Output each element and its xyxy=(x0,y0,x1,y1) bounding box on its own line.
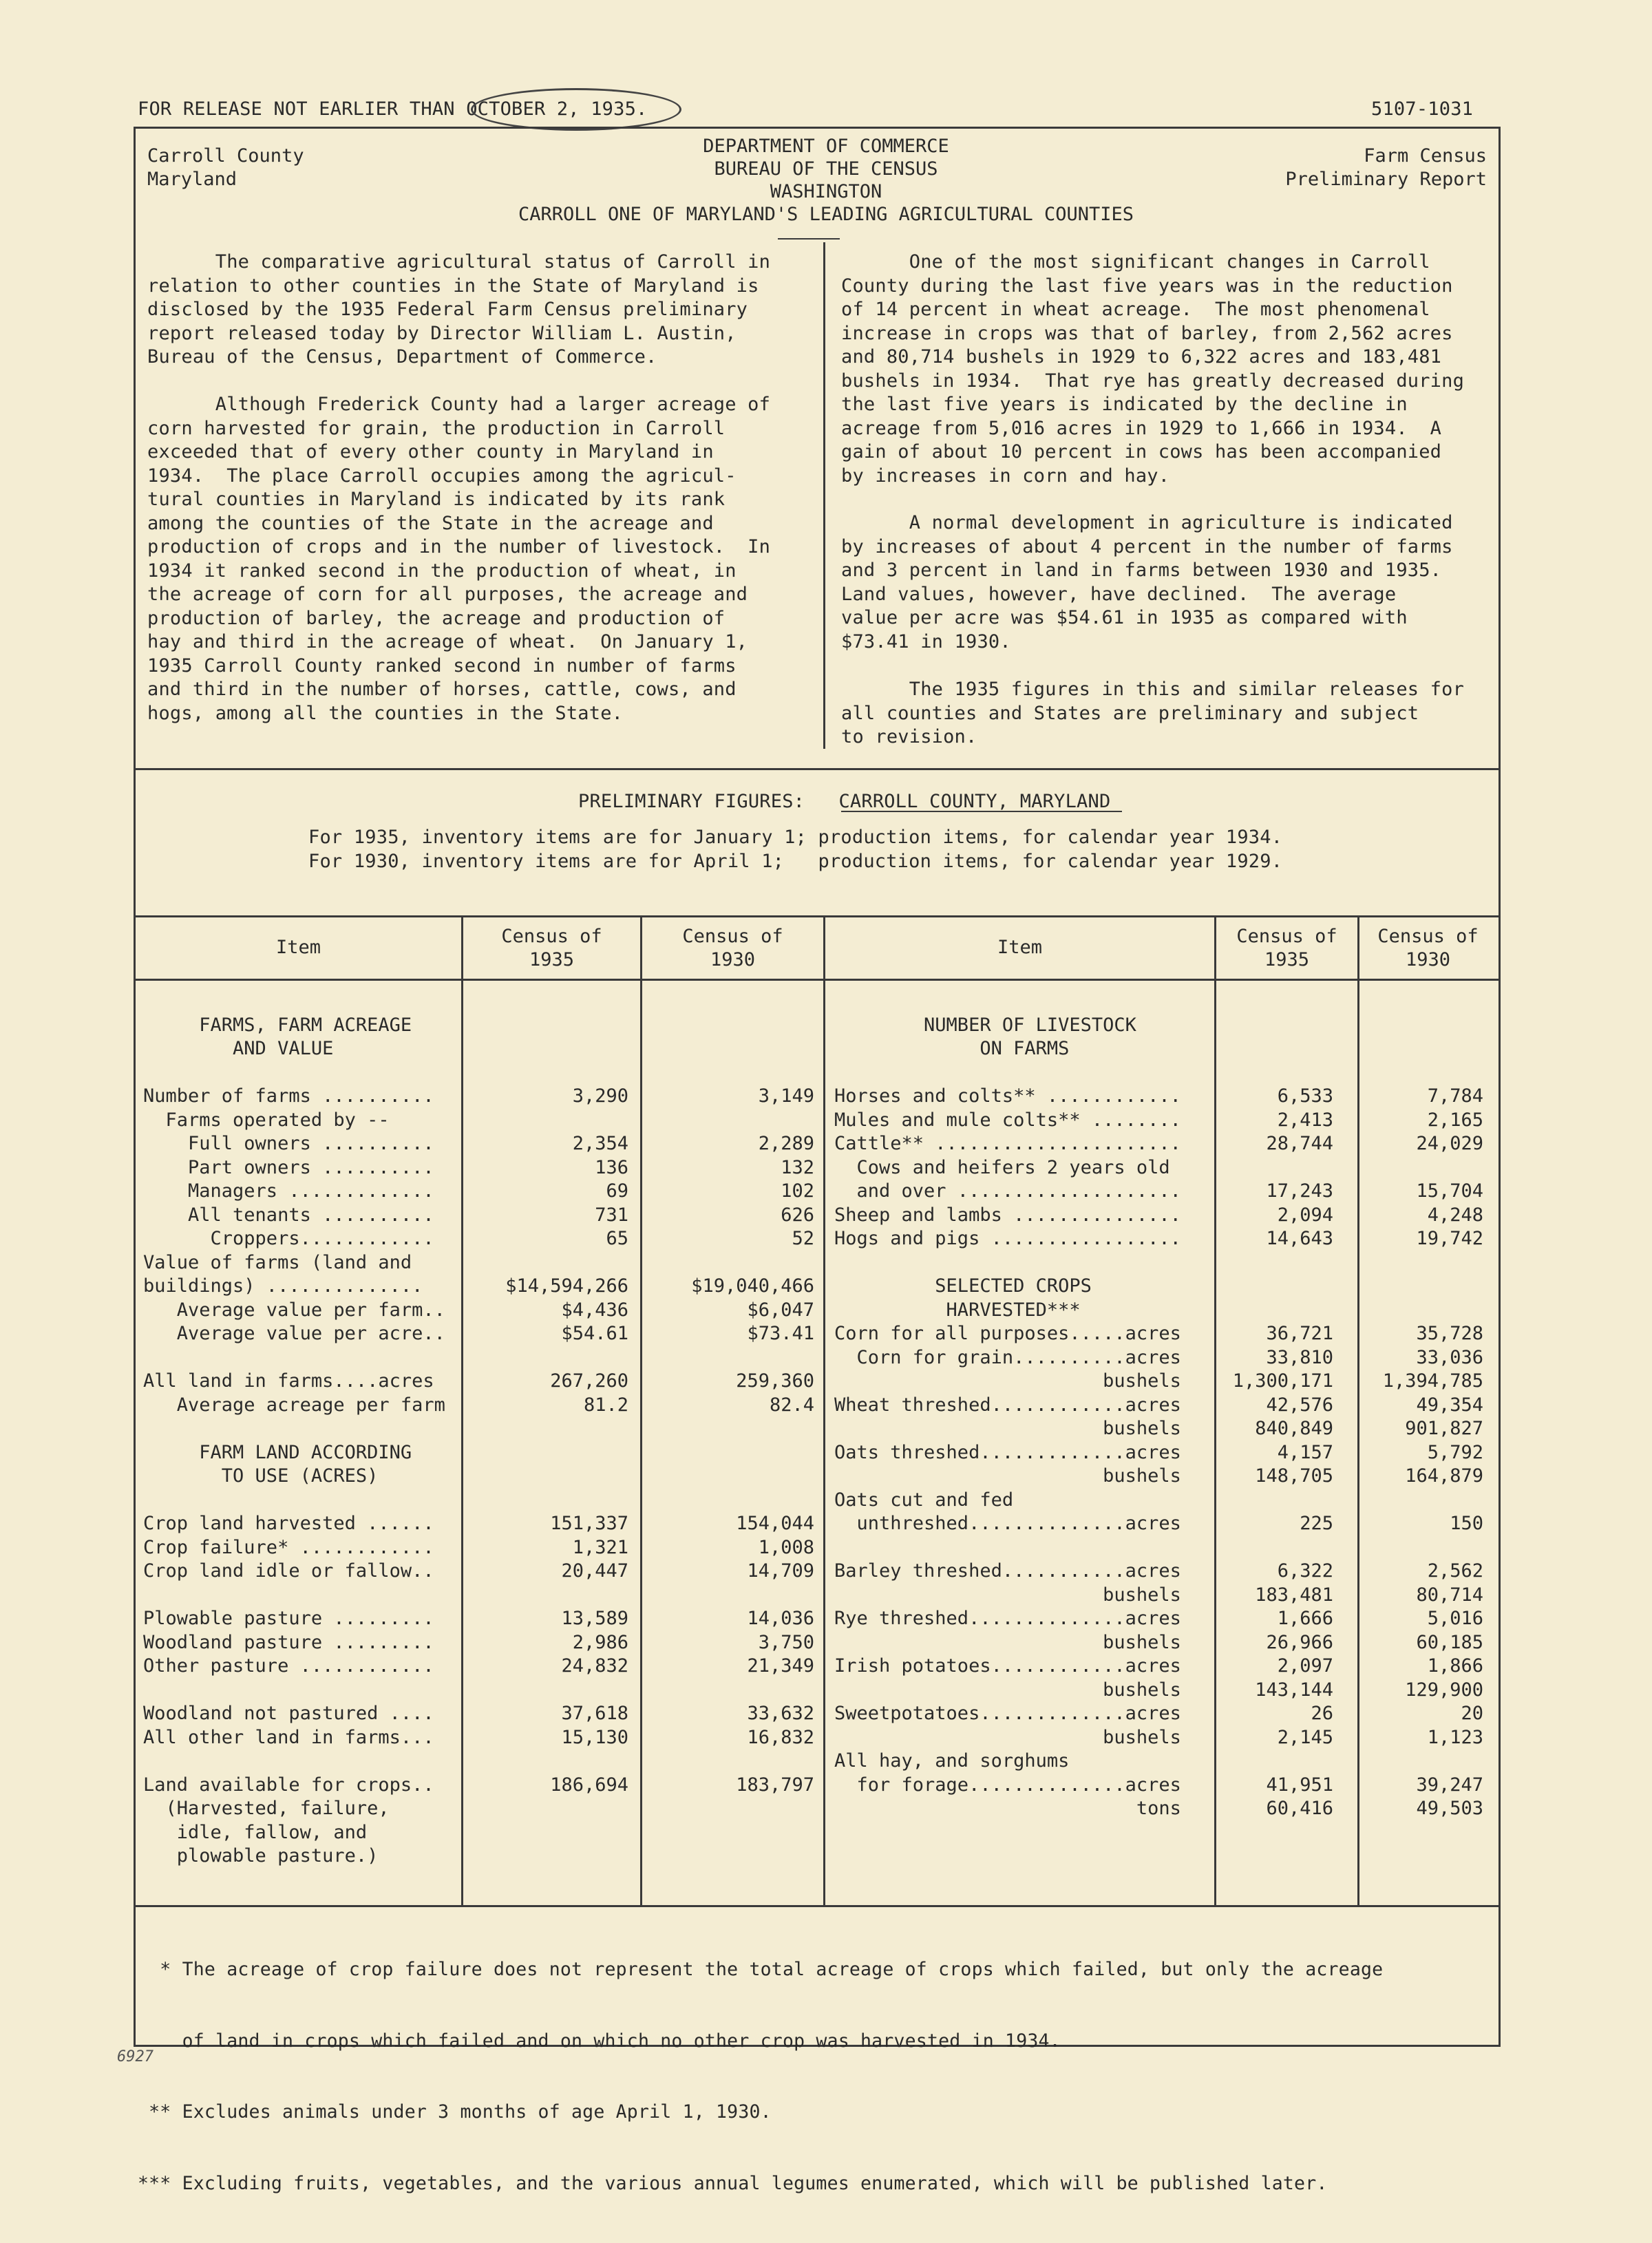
left-table-row-1935 xyxy=(463,1109,628,1133)
left-table-row-1930: 154,044 xyxy=(736,1513,814,1534)
right-table-row-label: Wheat threshed............acres xyxy=(834,1394,1181,1416)
left-table-row-1930 xyxy=(642,1061,814,1085)
corner-mark: 6927 xyxy=(117,2048,153,2065)
right-table-row-1930: 33,036 xyxy=(1416,1346,1483,1368)
left-table-row-1930: 626 xyxy=(781,1204,814,1226)
left-table-row-1930: 52 xyxy=(792,1228,814,1249)
intro-paragraph: The comparative agricultural status of Carroll in relation to other counties in the State of Maryland is disclosed by the 1935 Federal Farm Census preliminary report released today by Director William L. Austin, Bureau of the Census, Department of Commerce. xyxy=(147,251,771,368)
left-table-row-label: All land in farms....acres xyxy=(143,1370,434,1392)
right-table-1930 xyxy=(1359,990,1483,1821)
right-table-row-1935: 840,849 xyxy=(1255,1418,1333,1439)
header-census-1930-right-line2: 1930 xyxy=(1405,949,1451,970)
right-table-row-1935: 4,157 xyxy=(1277,1441,1333,1463)
county-name: Carroll County xyxy=(147,145,304,167)
left-table-row-1930: 102 xyxy=(781,1180,814,1202)
left-table-row-1935: $54.61 xyxy=(561,1323,628,1344)
hand-drawn-circle xyxy=(471,88,681,131)
left-table-row-label xyxy=(143,1346,460,1370)
center-heading xyxy=(406,135,1246,226)
right-table-row-1935 xyxy=(1216,1489,1333,1513)
left-table-row-1935 xyxy=(463,1679,628,1703)
state-name: Maryland xyxy=(147,169,237,190)
right-table-row-label: Oats threshed.............acres xyxy=(834,1441,1181,1463)
right-table-row-1930: 1,866 xyxy=(1427,1655,1483,1677)
right-table-row-1930: 39,247 xyxy=(1416,1774,1483,1796)
header-census-1935-right xyxy=(1216,925,1357,972)
right-table-row-label xyxy=(834,1251,1213,1275)
left-table-row-1935: 3,290 xyxy=(572,1085,628,1107)
header-census-1930-right-line1: Census of xyxy=(1377,926,1479,947)
left-table-row-1935: 65 xyxy=(606,1228,628,1249)
left-table-row-1930 xyxy=(642,1797,814,1821)
right-table-row-1935 xyxy=(1216,1156,1333,1180)
right-table-row-1935: 41,951 xyxy=(1266,1774,1333,1796)
right-table-row-1935 xyxy=(1216,1061,1333,1085)
left-table-row-1930 xyxy=(642,1465,814,1489)
left-table-row-1930: 259,360 xyxy=(736,1370,814,1392)
left-table-row-label: buildings) .............. xyxy=(143,1275,423,1297)
right-table-row-label: HARVESTED*** xyxy=(834,1299,1081,1321)
release-code: 5107-1031 xyxy=(1371,98,1474,120)
right-table-row-1935 xyxy=(1216,1251,1333,1275)
right-table-row-1935: 148,705 xyxy=(1255,1465,1333,1487)
left-table-row-1935: 15,130 xyxy=(561,1726,628,1748)
left-table-row-1935 xyxy=(463,1845,628,1869)
right-table-row-1935: 143,144 xyxy=(1255,1679,1333,1701)
right-table-row-label: bushels xyxy=(834,1370,1181,1392)
left-table-row-1935: 731 xyxy=(595,1204,628,1226)
left-table-row-label: Land available for crops.. xyxy=(143,1774,434,1796)
right-heading xyxy=(1170,145,1487,191)
right-table-row-1935 xyxy=(1216,1299,1333,1323)
right-table-row-1935: 225 xyxy=(1300,1513,1333,1534)
header-census-1930-left xyxy=(642,925,823,972)
left-table-row-label xyxy=(143,1679,460,1703)
left-table-row-1930 xyxy=(642,1821,814,1845)
department-name: DEPARTMENT OF COMMERCE xyxy=(703,136,949,157)
left-table-row-label xyxy=(143,1061,460,1085)
right-table-row-1930: 164,879 xyxy=(1405,1465,1483,1487)
left-table-row-label xyxy=(143,1584,460,1608)
right-table-row-label: tons xyxy=(834,1798,1181,1819)
left-table-row-label: Number of farms .......... xyxy=(143,1085,434,1107)
header-census-1930-right xyxy=(1359,925,1496,972)
right-table-row-1930: 20 xyxy=(1461,1703,1483,1724)
right-table-row-1935: 183,481 xyxy=(1255,1584,1333,1606)
left-table-row-label: Average acreage per farm xyxy=(143,1394,445,1416)
header-census-1930-left-line1: Census of xyxy=(682,926,783,947)
left-table-row-label xyxy=(143,1489,460,1513)
left-table-row-label: Average value per farm.. xyxy=(143,1299,445,1321)
right-table-row-1930: 19,742 xyxy=(1416,1228,1483,1249)
text-column-divider xyxy=(823,242,825,749)
left-table-row-label: Croppers............ xyxy=(143,1228,434,1249)
right-table-row-label: for forage..............acres xyxy=(834,1774,1181,1796)
header-census-1935-left-line2: 1935 xyxy=(529,949,575,970)
right-table-row-1930: 5,016 xyxy=(1427,1608,1483,1629)
left-table-row-1935 xyxy=(463,1417,628,1441)
left-table-row-1930: 3,149 xyxy=(758,1085,814,1107)
left-table-row-1935 xyxy=(463,1251,628,1275)
right-table-row-label: All hay, and sorghums xyxy=(834,1750,1070,1772)
left-table-row-label: Farms operated by -- xyxy=(143,1109,390,1131)
right-table-row-label: bushels xyxy=(834,1465,1181,1487)
section-divider-1 xyxy=(134,768,1499,770)
right-table-row-1935: 60,416 xyxy=(1266,1798,1333,1819)
left-table-row-1935 xyxy=(463,1037,628,1061)
right-table-row-1930: 35,728 xyxy=(1416,1323,1483,1344)
left-table-row-1930 xyxy=(642,1251,814,1275)
left-table-row-1930: 21,349 xyxy=(747,1655,814,1677)
left-table-row-1930: 1,008 xyxy=(758,1536,814,1558)
right-table-row-1930: 49,503 xyxy=(1416,1798,1483,1819)
header-item-right: Item xyxy=(997,937,1043,958)
table-header-rule xyxy=(134,979,1499,981)
left-table-row-label: Woodland not pastured .... xyxy=(143,1703,434,1724)
left-table-row-label: TO USE (ACRES) xyxy=(143,1465,379,1487)
left-table-row-label: Average value per acre.. xyxy=(143,1323,445,1344)
left-table-row-1935: 2,986 xyxy=(572,1631,628,1653)
preliminary-paragraph: The 1935 figures in this and similar releases for all counties and States are preliminary and subject to revision. xyxy=(841,679,1465,747)
right-table-row-1930 xyxy=(1359,1251,1483,1275)
left-table-row-1935: 267,260 xyxy=(550,1370,628,1392)
right-table-row-1935: 42,576 xyxy=(1266,1394,1333,1416)
left-table-row-1935 xyxy=(463,1346,628,1370)
right-table-row-1930 xyxy=(1359,990,1483,1014)
left-table-row-1930: 82.4 xyxy=(769,1394,814,1416)
footnote-crops: *** Excluding fruits, vegetables, and the various annual legumes enumerated, which will be published later. xyxy=(138,2172,1328,2194)
right-table-row-1930: 5,792 xyxy=(1427,1441,1483,1463)
right-table-row-label: SELECTED CROPS xyxy=(834,1275,1092,1297)
left-table-row-1935: 1,321 xyxy=(572,1536,628,1558)
right-table-row-1930: 150 xyxy=(1450,1513,1483,1534)
right-table-row-1935: 17,243 xyxy=(1266,1180,1333,1202)
left-table-row-1935: $14,594,266 xyxy=(505,1275,628,1297)
right-table-row-1935: 6,533 xyxy=(1277,1085,1333,1107)
right-table-row-label: Sweetpotatoes.............acres xyxy=(834,1703,1181,1724)
footnotes xyxy=(138,1911,1383,2243)
right-table-row-1935 xyxy=(1216,1536,1333,1560)
header-census-1935-left-line1: Census of xyxy=(501,926,602,947)
city-name: WASHINGTON xyxy=(770,181,882,202)
left-table-row-1935 xyxy=(463,1465,628,1489)
left-table-row-label: Crop failure* ............ xyxy=(143,1536,434,1558)
right-table-row-label: Cattle** ...................... xyxy=(834,1133,1181,1154)
left-table-row-1930 xyxy=(642,1584,814,1608)
right-table-row-label: Sheep and lambs ............... xyxy=(834,1204,1181,1226)
right-table-row-1930: 901,827 xyxy=(1405,1418,1483,1439)
header-item-left: Item xyxy=(275,937,321,958)
left-table-row-label: plowable pasture.) xyxy=(143,1845,379,1867)
right-table-row-1930 xyxy=(1359,1750,1483,1774)
right-table-row-1935: 26 xyxy=(1311,1703,1333,1724)
right-table-row-1930: 80,714 xyxy=(1416,1584,1483,1606)
left-table-row-1935: 186,694 xyxy=(550,1774,628,1796)
left-table-row-1935: 151,337 xyxy=(550,1513,628,1534)
left-table-row-1935 xyxy=(463,990,628,1014)
title-underline-mark xyxy=(778,238,840,240)
left-table-row-1935 xyxy=(463,1489,628,1513)
table-bottom-rule xyxy=(134,1905,1499,1907)
prelim-note-1930: For 1930, inventory items are for April 1; production items, for calendar year 1929. xyxy=(308,851,1283,872)
prelim-title: PRELIMINARY FIGURES: CARROLL COUNTY, MARYLAND xyxy=(578,791,1111,812)
report-type: Preliminary Report xyxy=(1285,169,1487,190)
left-table-row-label: AND VALUE xyxy=(143,1038,334,1059)
left-table-row-1935: 13,589 xyxy=(561,1608,628,1629)
col-divider-center xyxy=(823,915,825,1905)
left-table-row-label: Crop land harvested ...... xyxy=(143,1513,434,1534)
left-table-row-1935: 37,618 xyxy=(561,1703,628,1724)
ranking-paragraph: Although Frederick County had a larger acreage of corn harvested for grain, the production in Carroll exceeded that of every other county in Maryland in 1934. The place Carroll occupies among the agricul- tural counties in Maryland is indicated by its rank among the counties of the State in the acreage and production of crops and in the number of livestock. In 1934 it ranked second in the production of wheat, in the acreage of corn for all purposes, the acreage and production of barley, the acreage and production of hay and third in the acreage of wheat. On January 1, 1935 Carroll County ranked second in number of farms and third in the number of horses, cattle, cows, and hogs, among all the counties in the State. xyxy=(147,394,771,724)
left-table-row-1935: 20,447 xyxy=(561,1560,628,1582)
left-table-row-1930 xyxy=(642,1014,814,1038)
right-table-row-1930: 1,123 xyxy=(1427,1726,1483,1748)
left-table-row-1930: 132 xyxy=(781,1156,814,1178)
left-heading xyxy=(147,145,304,191)
right-table-row-1930: 15,704 xyxy=(1416,1180,1483,1202)
right-table-row-label: NUMBER OF LIVESTOCK xyxy=(834,1014,1136,1036)
right-table-row-1930: 49,354 xyxy=(1416,1394,1483,1416)
release-line: FOR RELEASE NOT EARLIER THAN OCTOBER 2, 1935. xyxy=(138,98,648,120)
right-table-row-1935: 2,145 xyxy=(1277,1726,1333,1748)
right-table-row-label xyxy=(834,1536,1213,1560)
left-table-row-1935: 24,832 xyxy=(561,1655,628,1677)
prelim-note-1935: For 1935, inventory items are for January 1; production items, for calendar year 1934. xyxy=(308,827,1283,848)
right-table-row-1935: 1,666 xyxy=(1277,1608,1333,1629)
left-table-row-label: Crop land idle or fallow.. xyxy=(143,1560,434,1582)
prelim-title-underline xyxy=(841,811,1122,812)
right-table-row-1935: 2,413 xyxy=(1277,1109,1333,1131)
right-table-row-label: and over .................... xyxy=(834,1180,1181,1202)
left-table-labels xyxy=(143,990,460,1869)
right-table-row-1930: 129,900 xyxy=(1405,1679,1483,1701)
right-table-row-label: bushels xyxy=(834,1726,1181,1748)
right-table-row-label: ON FARMS xyxy=(834,1038,1070,1059)
right-table-row-label: Corn for all purposes.....acres xyxy=(834,1323,1181,1344)
right-table-row-label: unthreshed..............acres xyxy=(834,1513,1181,1534)
left-table-row-label: (Harvested, failure, xyxy=(143,1798,390,1819)
right-table-row-label xyxy=(834,1061,1213,1085)
right-table-row-label: Hogs and pigs ................. xyxy=(834,1228,1181,1249)
right-table-row-1930: 60,185 xyxy=(1416,1631,1483,1653)
left-table-row-1930: 183,797 xyxy=(736,1774,814,1796)
left-table-row-label: Other pasture ............ xyxy=(143,1655,434,1677)
right-table-row-1935: 1,300,171 xyxy=(1232,1370,1333,1392)
right-table-row-1935: 33,810 xyxy=(1266,1346,1333,1368)
right-table-row-1930: 2,562 xyxy=(1427,1560,1483,1582)
right-table-1935 xyxy=(1216,990,1333,1821)
right-table-row-1930 xyxy=(1359,1536,1483,1560)
right-table-row-1935 xyxy=(1216,990,1333,1014)
right-table-row-1930 xyxy=(1359,1489,1483,1513)
right-table-row-label xyxy=(834,990,1213,1014)
left-table-row-1930 xyxy=(642,1489,814,1513)
right-table-row-1930 xyxy=(1359,1275,1483,1299)
right-table-row-label: Oats cut and fed xyxy=(834,1489,1014,1511)
right-table-row-1935 xyxy=(1216,1037,1333,1061)
footnote-crop-failure-1: * The acreage of crop failure does not represent the total acreage of crops which failed, but only the acreage xyxy=(138,1959,1384,1980)
left-table-row-1935: 2,354 xyxy=(572,1133,628,1154)
right-table-row-1935: 28,744 xyxy=(1266,1133,1333,1154)
report-series: Farm Census xyxy=(1364,145,1487,167)
left-table-row-label: Part owners .......... xyxy=(143,1156,434,1178)
left-table-1930 xyxy=(642,990,814,1869)
left-table-row-1930 xyxy=(642,1417,814,1441)
left-table-row-1935: $4,436 xyxy=(561,1299,628,1321)
left-table-row-1930 xyxy=(642,1441,814,1465)
right-table-row-1935: 36,721 xyxy=(1266,1323,1333,1344)
left-table-row-1930: 33,632 xyxy=(747,1703,814,1724)
right-table-row-1930: 1,394,785 xyxy=(1382,1370,1483,1392)
right-table-row-label: Cows and heifers 2 years old xyxy=(834,1156,1170,1178)
left-table-row-1930 xyxy=(642,990,814,1014)
left-table-row-1930: 2,289 xyxy=(758,1133,814,1154)
left-table-row-1930 xyxy=(642,1750,814,1774)
left-table-row-label: idle, fallow, and xyxy=(143,1821,368,1843)
right-table-row-1930 xyxy=(1359,1037,1483,1061)
left-table-row-label xyxy=(143,1750,460,1774)
left-table-row-label: Full owners .......... xyxy=(143,1133,434,1154)
right-table-row-1935 xyxy=(1216,1275,1333,1299)
header-census-1935-right-line2: 1935 xyxy=(1264,949,1310,970)
left-table-row-label xyxy=(143,1417,460,1441)
right-table-row-label: Mules and mule colts** ........ xyxy=(834,1109,1181,1131)
right-table-row-label: bushels xyxy=(834,1418,1181,1439)
development-paragraph: A normal development in agriculture is indicated by increases of about 4 percent in the number of farms and 3 percent in land in farms between 1930 and 1935. Land values, however, have declined. The average value per acre was $54.61 in 1935 as compared with $73.41 in 1930. xyxy=(841,512,1453,652)
changes-paragraph: One of the most significant changes in Carroll County during the last five years was in the reduction of 14 percent in wheat acreage. The most phenomenal increase in crops was that of barley, from 2,562 acres and 80,714 bushels in 1929 to 6,322 acres and 183,481 bushels in 1934. That rye has greatly decreased during the last five years is indicated by the decline in acreage from 5,016 acres in 1929 to 1,666 in 1934. A gain of about 10 percent in cows has been accompanied by increases in corn and hay. xyxy=(841,251,1465,487)
left-table-row-1930: $6,047 xyxy=(747,1299,814,1321)
left-table-row-label: Woodland pasture ......... xyxy=(143,1631,434,1653)
left-table-row-1935: 81.2 xyxy=(583,1394,628,1416)
right-table-row-1930: 7,784 xyxy=(1427,1085,1483,1107)
header-census-1930-left-line2: 1930 xyxy=(710,949,756,970)
header-census-1935-right-line1: Census of xyxy=(1236,926,1337,947)
right-table-row-label: bushels xyxy=(834,1631,1181,1653)
right-table-row-1935: 6,322 xyxy=(1277,1560,1333,1582)
right-table-row-1930: 24,029 xyxy=(1416,1133,1483,1154)
left-table-row-1930: $19,040,466 xyxy=(691,1275,814,1297)
left-table-row-label xyxy=(143,990,460,1014)
left-table-row-label: Managers ............. xyxy=(143,1180,434,1202)
left-table-row-1935 xyxy=(463,1584,628,1608)
release-title: CARROLL ONE OF MARYLAND'S LEADING AGRICULTURAL COUNTIES xyxy=(518,204,1134,225)
right-table-row-label: Corn for grain..........acres xyxy=(834,1346,1181,1368)
left-table-row-1930: 14,036 xyxy=(747,1608,814,1629)
right-table-row-1930 xyxy=(1359,1156,1483,1180)
left-table-row-1930: 16,832 xyxy=(747,1726,814,1748)
left-table-row-1930 xyxy=(642,1037,814,1061)
right-table-row-1935: 2,097 xyxy=(1277,1655,1333,1677)
left-table-row-1930: 3,750 xyxy=(758,1631,814,1653)
left-table-row-1930: 14,709 xyxy=(747,1560,814,1582)
footnote-crop-failure-2: of land in crops which failed and on which no other crop was harvested in 1934. xyxy=(138,2030,1061,2052)
left-table-1935 xyxy=(463,990,628,1869)
left-table-row-1930 xyxy=(642,1845,814,1869)
bureau-name: BUREAU OF THE CENSUS xyxy=(714,158,938,180)
left-table-row-label: All other land in farms... xyxy=(143,1726,434,1748)
right-table-row-label: Horses and colts** ............ xyxy=(834,1085,1181,1107)
left-table-row-label: FARM LAND ACCORDING xyxy=(143,1441,412,1463)
left-table-row-1935: 69 xyxy=(606,1180,628,1202)
right-table-row-1935: 2,094 xyxy=(1277,1204,1333,1226)
left-table-row-label: FARMS, FARM ACREAGE xyxy=(143,1014,412,1036)
left-table-row-label: Plowable pasture ......... xyxy=(143,1608,434,1629)
left-table-row-label: Value of farms (land and xyxy=(143,1251,412,1273)
right-table-row-1935 xyxy=(1216,1750,1333,1774)
right-table-labels xyxy=(834,990,1213,1821)
left-table-row-1935 xyxy=(463,1797,628,1821)
right-table-row-label: bushels xyxy=(834,1584,1181,1606)
left-table-row-1935 xyxy=(463,1441,628,1465)
header-census-1935-left xyxy=(463,925,640,972)
right-table-row-1930 xyxy=(1359,1014,1483,1038)
right-table-row-1935: 14,643 xyxy=(1266,1228,1333,1249)
footnote-animals: ** Excludes animals under 3 months of age April 1, 1930. xyxy=(138,2101,772,2123)
left-table-row-1930 xyxy=(642,1346,814,1370)
left-table-row-1930 xyxy=(642,1109,814,1133)
left-table-row-1935: 136 xyxy=(595,1156,628,1178)
right-table-row-label: bushels xyxy=(834,1679,1181,1701)
right-table-row-1930 xyxy=(1359,1299,1483,1323)
left-table-row-1935 xyxy=(463,1014,628,1038)
left-table-row-label: All tenants .......... xyxy=(143,1204,434,1226)
right-table-row-1930: 4,248 xyxy=(1427,1204,1483,1226)
left-table-row-1930 xyxy=(642,1679,814,1703)
left-table-row-1930: $73.41 xyxy=(747,1323,814,1344)
right-table-row-label: Rye threshed..............acres xyxy=(834,1608,1181,1629)
right-table-row-1935: 26,966 xyxy=(1266,1631,1333,1653)
right-table-row-label: Barley threshed...........acres xyxy=(834,1560,1181,1582)
left-table-row-1935 xyxy=(463,1750,628,1774)
right-table-row-label: Irish potatoes............acres xyxy=(834,1655,1181,1677)
table-top-rule xyxy=(134,915,1499,917)
left-table-row-1935 xyxy=(463,1821,628,1845)
right-table-row-1930 xyxy=(1359,1061,1483,1085)
right-table-row-1935 xyxy=(1216,1014,1333,1038)
right-table-row-1930: 2,165 xyxy=(1427,1109,1483,1131)
left-table-row-1935 xyxy=(463,1061,628,1085)
